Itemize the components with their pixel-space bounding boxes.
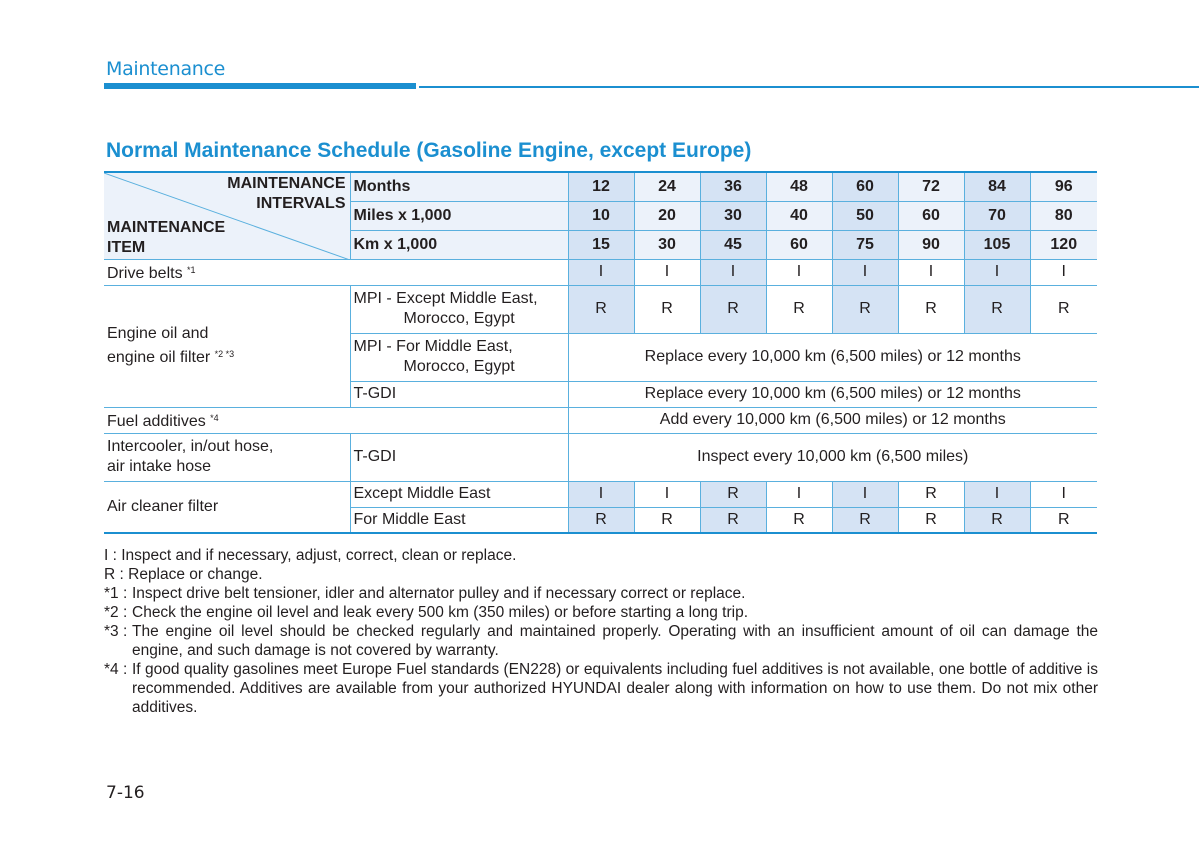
intercooler-label-line2: air intake hose [107,458,212,475]
km-value: 45 [700,230,766,259]
footnote-text: The engine oil level should be checked regularly and maintained properly. Operating with an insufficient amount of oil can damage the engine, and such damage is not covered by warranty. [132,623,1098,659]
air-cleaner-value: I [964,481,1030,507]
air-cleaner-value: R [964,507,1030,533]
engine-oil-sub-tgdi: T-GDI [350,381,568,407]
section-title: Maintenance [106,58,226,80]
fuel-additives-label: Fuel additives [107,413,206,430]
air-cleaner-value: R [1030,507,1097,533]
miles-value: 70 [964,201,1030,230]
air-cleaner-value: R [634,507,700,533]
km-value: 15 [568,230,634,259]
km-label: Km x 1,000 [350,230,568,259]
months-value: 48 [766,172,832,201]
air-cleaner-value: I [634,481,700,507]
engine-oil-note-ref: *2 *3 [214,349,235,359]
air-cleaner-value: R [700,507,766,533]
months-value: 36 [700,172,766,201]
row-intercooler [104,433,1097,481]
air-cleaner-value: R [898,507,964,533]
km-value: 30 [634,230,700,259]
air-cleaner-item: Air cleaner filter [104,481,350,533]
engine-oil-value: R [700,285,766,333]
intercooler-interval-text: Inspect every 10,000 km (6,500 miles) [568,433,1097,481]
miles-value: 50 [832,201,898,230]
miles-value: 10 [568,201,634,230]
months-value: 60 [832,172,898,201]
air-cleaner-value: R [568,507,634,533]
engine-oil-interval-text: Replace every 10,000 km (6,500 miles) or 12 months [568,333,1097,381]
footnote-key: *4 : [104,661,128,678]
fuel-additives-note-ref: *4 [210,413,219,423]
months-value: 96 [1030,172,1097,201]
page-number: 7-16 [106,783,145,803]
drive-belts-item [104,259,568,285]
drive-belts-label: Drive belts [107,265,183,282]
engine-oil-value: R [1030,285,1097,333]
header-rule-thick [104,83,416,89]
footnote-text: Inspect drive belt tensioner, idler and alternator pulley and if necessary correct or replace. [132,585,746,602]
header-rule-thin [419,86,1199,88]
footnote [104,584,1098,603]
page-title: Normal Maintenance Schedule (Gasoline Engine, except Europe) [106,139,752,162]
footnote-text: Inspect and if necessary, adjust, correct, clean or replace. [121,547,517,564]
air-cleaner-value: R [766,507,832,533]
maintenance-schedule-table [104,171,1097,534]
sub-line2: Morocco, Egypt [403,310,515,327]
footnote [104,660,1098,717]
sub-line1: MPI - Except Middle East, [353,290,538,307]
drive-belts-value: I [1030,259,1097,285]
engine-oil-value: R [832,285,898,333]
row-drive-belts [104,259,1097,285]
km-value: 105 [964,230,1030,259]
drive-belts-value: I [832,259,898,285]
km-value: 60 [766,230,832,259]
intercooler-sub: T-GDI [350,433,568,481]
corner-header-cell [104,172,350,259]
miles-value: 80 [1030,201,1097,230]
air-cleaner-value: R [898,481,964,507]
engine-oil-value: R [634,285,700,333]
engine-oil-value: R [898,285,964,333]
row-fuel-additives [104,407,1097,433]
row-months [104,172,1097,201]
footnote-text: Replace or change. [128,566,263,583]
corner-item-label: MAINTENANCE ITEM [107,218,226,256]
engine-oil-value: R [766,285,832,333]
footnote-key: *2 : [104,604,128,621]
footnotes [104,546,1098,717]
months-value: 12 [568,172,634,201]
footnote-text: Check the engine oil level and leak every 500 km (350 miles) or before starting a long trip. [132,604,749,621]
intercooler-label-line1: Intercooler, in/out hose, [107,438,274,455]
fuel-additives-item [104,407,568,433]
engine-oil-interval-text: Replace every 10,000 km (6,500 miles) or 12 months [568,381,1097,407]
drive-belts-value: I [898,259,964,285]
km-value: 120 [1030,230,1097,259]
drive-belts-value: I [964,259,1030,285]
air-cleaner-value: I [1030,481,1097,507]
air-cleaner-sub-except: Except Middle East [350,481,568,507]
sub-line1: MPI - For Middle East, [353,338,513,355]
corner-intervals-label: MAINTENANCE INTERVALS [227,175,346,212]
footnote [104,622,1098,660]
footnote-text: If good quality gasolines meet Europe Fuel standards (EN228) or equivalents including fuel additives is not available, one bottle of additive is recommended. Additives are available from your authorized HYUNDAI dealer along with information on how to use them. Do not mix other additives. [132,661,1098,716]
months-value: 24 [634,172,700,201]
km-value: 75 [832,230,898,259]
miles-value: 40 [766,201,832,230]
footnote [104,603,1098,622]
row-air-cleaner-except [104,481,1097,507]
row-engine-oil-mpi-except [104,285,1097,333]
engine-oil-sub-mpi-except [350,285,568,333]
months-value: 84 [964,172,1030,201]
air-cleaner-value: I [568,481,634,507]
air-cleaner-value: R [700,481,766,507]
footnote-key: *1 : [104,585,128,602]
footnote-key: I : [104,547,117,564]
air-cleaner-value: R [832,507,898,533]
drive-belts-value: I [700,259,766,285]
months-label: Months [350,172,568,201]
engine-oil-item [104,285,350,407]
footnote-key: R : [104,566,124,583]
footnote-key: *3 : [104,623,128,640]
footnote [104,546,1098,565]
miles-value: 30 [700,201,766,230]
footnote [104,565,1098,584]
air-cleaner-sub-for: For Middle East [350,507,568,533]
intercooler-item [104,433,350,481]
engine-oil-label-line1: Engine oil and [107,325,209,342]
miles-label: Miles x 1,000 [350,201,568,230]
air-cleaner-value: I [766,481,832,507]
km-value: 90 [898,230,964,259]
miles-value: 60 [898,201,964,230]
drive-belts-note-ref: *1 [187,265,196,275]
months-value: 72 [898,172,964,201]
air-cleaner-value: I [832,481,898,507]
engine-oil-sub-mpi-for [350,333,568,381]
engine-oil-value: R [568,285,634,333]
fuel-additives-interval-text: Add every 10,000 km (6,500 miles) or 12 months [568,407,1097,433]
engine-oil-value: R [964,285,1030,333]
drive-belts-value: I [766,259,832,285]
drive-belts-value: I [634,259,700,285]
sub-line2: Morocco, Egypt [403,358,515,375]
miles-value: 20 [634,201,700,230]
engine-oil-label-line2: engine oil filter [107,349,211,366]
drive-belts-value: I [568,259,634,285]
